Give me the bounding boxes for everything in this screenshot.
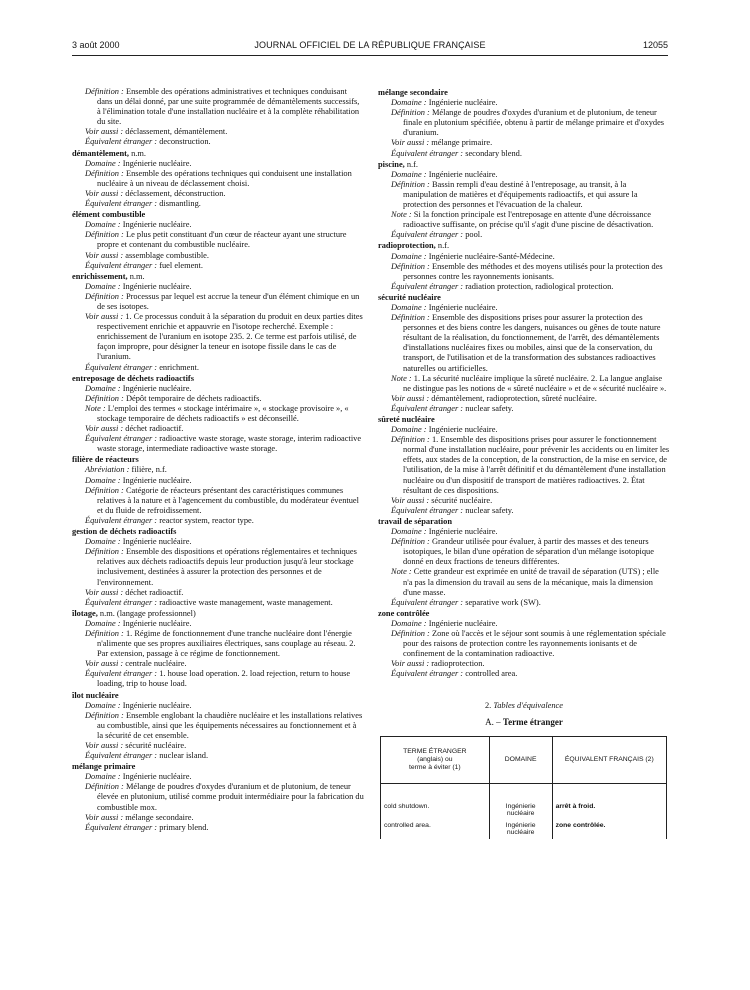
field-text: Zone où l'accès et le séjour sont soumis à une réglementation spéciale pour des raisons de protection contre les rayonnements ionisants et de confinement de la contamination radioactive. bbox=[403, 628, 666, 659]
right-column-entries bbox=[378, 88, 670, 679]
term-word: mélange primaire bbox=[72, 762, 136, 772]
field-text: Mélange de poudres d'oxydes d'uranium et de plutonium, de teneur finale en plutonium spécifiée, obtenu à partir de mélange primaire et d'oxydes d'uranium. bbox=[403, 108, 665, 138]
field-label: Domaine : bbox=[391, 527, 427, 537]
field-voir-aussi bbox=[72, 741, 364, 751]
field-voir-aussi bbox=[378, 394, 670, 404]
field-label: Voir aussi : bbox=[85, 659, 124, 669]
entry-term bbox=[378, 241, 670, 251]
field-equivalent-etranger bbox=[378, 149, 670, 159]
field-text: Le plus petit constituant d'un cœur de réacteur ayant une structure propre et contenant du combustible nucléaire. bbox=[97, 230, 347, 250]
field-note bbox=[378, 374, 670, 394]
field-label: Définition : bbox=[391, 261, 430, 271]
field-label: Équivalent étranger : bbox=[85, 751, 158, 761]
dictionary-entry bbox=[72, 374, 364, 455]
field-text: controlled area. bbox=[465, 669, 518, 679]
dictionary-entry bbox=[72, 87, 364, 148]
field-equivalent-etranger bbox=[72, 137, 364, 147]
field-definition bbox=[72, 230, 364, 250]
term-word: entreposage de déchets radioactifs bbox=[72, 373, 194, 383]
field-text: centrale nucléaire. bbox=[125, 659, 187, 669]
field-text: Ingénierie nucléaire. bbox=[122, 383, 192, 393]
field-domaine bbox=[378, 425, 670, 435]
table-header-row bbox=[381, 736, 667, 783]
field-definition bbox=[378, 313, 670, 374]
subheading-prefix: A. – bbox=[485, 716, 501, 727]
field-label: Domaine : bbox=[391, 251, 427, 261]
field-equivalent-etranger bbox=[378, 669, 670, 679]
field-label: Voir aussi : bbox=[85, 424, 124, 434]
field-label: Équivalent étranger : bbox=[391, 669, 464, 679]
field-text: Catégorie de réacteurs présentant des caractéristiques communes relatives à la nature et à l'agencement du combustible, du modérateur éventuel et du fluide de refroidissement. bbox=[97, 485, 359, 515]
field-text: L'emploi des termes « stockage intérimaire », « stockage provisoire », « stockage temporaire de déchets radioactifs » est déconseillé. bbox=[97, 403, 349, 423]
field-note bbox=[378, 567, 670, 597]
field-label: Domaine : bbox=[85, 618, 121, 628]
term-part-of-speech: n.m. (langage professionnel) bbox=[99, 608, 196, 618]
field-label: Domaine : bbox=[85, 158, 121, 168]
field-text: Grandeur utilisée pour évaluer, à partir des masses et des teneurs isotopiques, le bilan d'une opération de séparation d'un mélange isotopique donné en deux fractions de teneurs différentes. bbox=[403, 537, 654, 567]
field-text: mélange primaire. bbox=[431, 138, 493, 148]
field-label: Équivalent étranger : bbox=[85, 260, 158, 270]
field-text: Ensemble des dispositions prises pour assurer la protection des personnes et des biens contre les dangers, nuisances ou gênes de toute nature résultant de la réalisation, du fonctionnement, de l'arrêt, des démantèlements d'installations nucléaires fixes ou mobiles, ainsi que de la conservation, du transport, de l'utilisation et de la transformation des substances radioactives naturelles ou artificielles. bbox=[403, 313, 661, 373]
field-label: Définition : bbox=[85, 230, 124, 240]
field-equivalent-etranger bbox=[72, 669, 364, 689]
field-equivalent-etranger bbox=[72, 199, 364, 209]
field-text: Ingénierie nucléaire. bbox=[122, 158, 192, 168]
field-text: déchet radioactif. bbox=[125, 587, 184, 597]
table-subheading bbox=[378, 717, 670, 727]
field-label: Équivalent étranger : bbox=[85, 137, 158, 147]
tables-heading-text: Tables d'équivalence bbox=[493, 701, 563, 711]
col-foreign-term-header bbox=[381, 736, 490, 783]
field-label: Équivalent étranger : bbox=[391, 403, 464, 413]
subheading-text: Terme étranger bbox=[502, 716, 563, 727]
field-label: Domaine : bbox=[85, 475, 121, 485]
field-label: Abréviation : bbox=[85, 465, 130, 475]
field-equivalent-etranger bbox=[72, 261, 364, 271]
field-label: Voir aussi : bbox=[391, 393, 430, 403]
field-domaine bbox=[72, 701, 364, 711]
field-text: secondary blend. bbox=[465, 148, 522, 158]
header-line: terme à éviter (1) bbox=[408, 763, 461, 771]
field-definition bbox=[72, 394, 364, 404]
field-text: Dépôt temporaire de déchets radioactifs. bbox=[125, 393, 262, 403]
field-domaine bbox=[72, 282, 364, 292]
field-definition bbox=[72, 629, 364, 659]
field-text: déchet radioactif. bbox=[125, 424, 184, 434]
field-text: radioactive waste storage, waste storage, interim radioactive waste storage, intermediate radioactive waste storage. bbox=[97, 434, 362, 454]
field-equivalent-etranger bbox=[378, 506, 670, 516]
entry-term bbox=[72, 455, 364, 465]
dictionary-entry bbox=[378, 517, 670, 608]
field-definition bbox=[378, 108, 670, 138]
entry-term bbox=[378, 293, 670, 303]
field-text: Ensemble des dispositions et opérations réglementaires et techniques relatives aux déchets radioactifs depuis leur production jusqu'à leur stockage inclusivement, destinées à assurer la protection des personnes et de l'environnement. bbox=[97, 547, 357, 587]
entry-term bbox=[72, 527, 364, 537]
page-number: 12055 bbox=[642, 40, 668, 50]
field-text: Ingénierie nucléaire. bbox=[428, 169, 498, 179]
dictionary-entry bbox=[72, 691, 364, 762]
field-label: Équivalent étranger : bbox=[85, 434, 158, 444]
table-row bbox=[381, 820, 667, 839]
field-equivalent-etranger bbox=[378, 282, 670, 292]
field-label: Voir aussi : bbox=[391, 659, 430, 669]
field-label: Domaine : bbox=[85, 281, 121, 291]
field-label: Voir aussi : bbox=[85, 741, 124, 750]
field-text: Ensemble des opérations techniques qui conduisent une installation nucléaire à un niveau de déclassement choisi. bbox=[97, 168, 352, 188]
field-text: Ingénierie nucléaire. bbox=[428, 302, 498, 312]
field-text: separative work (SW). bbox=[465, 597, 541, 607]
field-label: Définition : bbox=[85, 547, 124, 557]
field-text: Ingénierie nucléaire. bbox=[428, 98, 498, 108]
field-text: Processus par lequel est accrue la teneur d'un élément chimique en un de ses isotopes. bbox=[97, 291, 360, 311]
field-voir-aussi bbox=[72, 127, 364, 137]
field-text: Ingénierie nucléaire. bbox=[122, 537, 192, 547]
term-word: enrichissement, bbox=[72, 271, 128, 281]
term-word: filière de réacteurs bbox=[72, 455, 139, 465]
field-domaine bbox=[72, 159, 364, 169]
field-text: Bassin rempli d'eau destiné à l'entreposage, au transit, à la manipulation de matières et d'équipements radioactifs, et qui assure la protection des personnes et l'évacuation de la chaleur. bbox=[403, 179, 638, 210]
field-label: Domaine : bbox=[391, 618, 427, 628]
field-label: Définition : bbox=[85, 168, 124, 178]
field-text: déclassement, démantèlement. bbox=[125, 127, 228, 137]
field-text: 1. Ensemble des dispositions prises pour assurer le fonctionnement normal d'une installation nucléaire, pour prévenir les accidents ou en limiter les effets, aux stades de la conception, de la construction, de la mise en service, de l'utilisation, de la mise à l'arrêt définitif et du démantèlement d'une installation nucléaire ou d'un dispositif de transport de matières radioactives. 2. État résultant de ces dispositions. bbox=[403, 435, 670, 495]
field-equivalent-etranger bbox=[378, 230, 670, 240]
field-voir-aussi bbox=[72, 588, 364, 598]
dictionary-entry bbox=[72, 527, 364, 608]
field-label: Définition : bbox=[85, 393, 124, 403]
cell-foreign-term: controlled area. bbox=[381, 820, 490, 839]
term-word: mélange secondaire bbox=[378, 88, 448, 97]
field-label: Définition : bbox=[391, 435, 430, 445]
dictionary-entry bbox=[72, 272, 364, 373]
field-abreviation bbox=[72, 465, 364, 475]
dictionary-entry bbox=[378, 415, 670, 516]
field-label: Voir aussi : bbox=[391, 495, 430, 505]
field-text: radioactive waste management, waste management. bbox=[159, 597, 333, 607]
field-label: Équivalent étranger : bbox=[391, 148, 464, 158]
field-equivalent-etranger bbox=[378, 598, 670, 608]
field-equivalent-etranger bbox=[378, 404, 670, 414]
field-text: Ingénierie nucléaire. bbox=[122, 618, 192, 628]
field-label: Domaine : bbox=[391, 425, 427, 435]
field-text: sécurité nucléaire. bbox=[125, 741, 187, 750]
field-label: Domaine : bbox=[391, 98, 427, 108]
field-text: fuel element. bbox=[159, 260, 203, 270]
field-label: Voir aussi : bbox=[85, 812, 124, 822]
entry-term bbox=[378, 609, 670, 619]
entry-term bbox=[72, 272, 364, 282]
field-label: Note : bbox=[85, 403, 106, 413]
field-label: Équivalent étranger : bbox=[85, 515, 158, 525]
field-voir-aussi bbox=[378, 496, 670, 506]
field-definition bbox=[72, 782, 364, 812]
field-text: Ingénierie nucléaire. bbox=[122, 281, 192, 291]
field-text: 1. house load operation. 2. load rejection, return to house loading, trip to house load. bbox=[97, 669, 351, 689]
field-equivalent-etranger bbox=[72, 823, 364, 833]
field-equivalent-etranger bbox=[72, 598, 364, 608]
term-word: élément combustible bbox=[72, 210, 146, 220]
field-voir-aussi bbox=[378, 138, 670, 148]
col-domain-header: DOMAINE bbox=[489, 736, 552, 783]
entry-term bbox=[378, 160, 670, 170]
field-equivalent-etranger bbox=[72, 434, 364, 454]
field-text: reactor system, reactor type. bbox=[159, 515, 254, 525]
field-text: mélange secondaire. bbox=[125, 812, 194, 822]
field-domaine bbox=[72, 384, 364, 394]
term-word: sécurité nucléaire bbox=[378, 292, 441, 302]
right-column bbox=[378, 87, 670, 839]
field-label: Voir aussi : bbox=[391, 138, 430, 148]
field-text: Ensemble englobant la chaudière nucléaire et les installations relatives au combustible, ainsi que les équipements nécessaires au fonctionnement et à la sécurité de cet ensemble. bbox=[97, 710, 363, 740]
field-voir-aussi bbox=[378, 659, 670, 669]
term-word: travail de séparation bbox=[378, 516, 452, 526]
field-label: Voir aussi : bbox=[85, 587, 124, 597]
field-text: Si la fonction principale est l'entreposage en attente d'une décroissance radioactive suffisante, on précise qu'il s'agit d'une piscine de désactivation. bbox=[403, 210, 654, 230]
field-domaine bbox=[72, 220, 364, 230]
entry-term bbox=[378, 88, 670, 98]
field-voir-aussi bbox=[72, 424, 364, 434]
field-label: Voir aussi : bbox=[85, 127, 124, 137]
field-label: Définition : bbox=[391, 628, 430, 638]
entry-term bbox=[72, 762, 364, 772]
dictionary-entry bbox=[378, 241, 670, 291]
field-definition bbox=[378, 629, 670, 659]
field-domaine bbox=[378, 252, 670, 262]
cell-french-equivalent: zone contrôlée. bbox=[552, 820, 666, 839]
field-text: pool. bbox=[465, 230, 483, 240]
field-label: Définition : bbox=[391, 179, 430, 189]
field-text: sécurité nucléaire. bbox=[431, 495, 493, 505]
header-rule bbox=[72, 55, 668, 56]
field-text: Ingénierie nucléaire. bbox=[122, 700, 192, 710]
field-label: Voir aussi : bbox=[85, 250, 124, 260]
field-definition bbox=[72, 169, 364, 189]
term-word: îlot nucléaire bbox=[72, 690, 119, 700]
field-label: Domaine : bbox=[85, 772, 121, 782]
field-label: Équivalent étranger : bbox=[85, 822, 158, 832]
entry-term bbox=[72, 149, 364, 159]
field-definition bbox=[72, 547, 364, 587]
entry-term bbox=[378, 517, 670, 527]
tables-heading-number: 2. bbox=[484, 701, 492, 711]
field-label: Note : bbox=[391, 373, 412, 383]
entry-term bbox=[72, 374, 364, 384]
dictionary-entry bbox=[378, 88, 670, 159]
dictionary-entry bbox=[72, 149, 364, 210]
field-equivalent-etranger bbox=[72, 516, 364, 526]
field-text: Mélange de poudres d'oxydes d'uranium et de plutonium, de teneur élevée en plutonium, utilisé comme produit intermédiaire pour la fabrication du combustible mox. bbox=[97, 782, 364, 812]
field-definition bbox=[378, 262, 670, 282]
dictionary-entry bbox=[72, 210, 364, 271]
field-text: 1. Ce processus conduit à la séparation du produit en deux parties dites respectivement enrichie et appauvrie en l'isotope recherché. Exemple : enrichissement de l'uranium en isotope 235. 2. Ce terme est parfois utilisé, de façon impropre, pour désigner la teneur en isotope fissile dans le cas de l'uranium. bbox=[97, 312, 363, 362]
field-definition bbox=[378, 435, 670, 496]
tables-heading bbox=[378, 701, 670, 711]
field-voir-aussi bbox=[72, 659, 364, 669]
dictionary-entry bbox=[72, 455, 364, 526]
field-label: Domaine : bbox=[85, 700, 121, 710]
field-label: Équivalent étranger : bbox=[85, 362, 158, 372]
field-definition bbox=[72, 87, 364, 127]
dictionary-entry bbox=[378, 609, 670, 680]
field-voir-aussi bbox=[72, 312, 364, 362]
cell-domain: Ingénierie nucléaire bbox=[489, 820, 552, 839]
field-text: Ingénierie nucléaire. bbox=[122, 772, 192, 782]
field-text: Cette grandeur est exprimée en unité de travail de séparation (UTS) ; elle n'a pas la dimension du travail au sens de la mécanique, mais la dimension d'une masse. bbox=[403, 567, 659, 597]
term-part-of-speech: n.f. bbox=[406, 159, 419, 169]
field-label: Définition : bbox=[391, 537, 430, 547]
term-word: radioprotection, bbox=[378, 241, 436, 251]
field-text: nuclear island. bbox=[159, 751, 209, 761]
field-label: Définition : bbox=[85, 291, 124, 301]
field-label: Équivalent étranger : bbox=[85, 597, 158, 607]
field-domaine bbox=[72, 619, 364, 629]
field-domaine bbox=[378, 527, 670, 537]
field-text: primary blend. bbox=[159, 822, 209, 832]
field-text: Ensemble des méthodes et des moyens utilisés pour la protection des personnes contre les rayonnements ionisants. bbox=[403, 261, 663, 281]
field-label: Équivalent étranger : bbox=[391, 230, 464, 240]
field-text: Ensemble des opérations administratives et techniques conduisant dans un délai donné, par une suite programmée de démantèlements successifs, à l'élimination totale d'une installation nucléaire et à la complète réhabilitation du site. bbox=[97, 87, 360, 127]
field-voir-aussi bbox=[72, 189, 364, 199]
field-text: Ingénierie nucléaire. bbox=[122, 220, 192, 230]
field-definition bbox=[378, 537, 670, 567]
field-label: Définition : bbox=[391, 108, 430, 118]
header-line: TERME ÉTRANGER bbox=[403, 747, 467, 755]
field-text: filière, n.f. bbox=[131, 465, 167, 475]
field-label: Domaine : bbox=[85, 220, 121, 230]
left-column bbox=[72, 87, 364, 833]
field-domaine bbox=[378, 303, 670, 313]
field-text: nuclear safety. bbox=[465, 403, 514, 413]
field-domaine bbox=[378, 98, 670, 108]
field-text: démantèlement, radioprotection, sûreté nucléaire. bbox=[431, 393, 597, 403]
field-text: dismantling. bbox=[159, 199, 201, 209]
equivalence-table bbox=[380, 736, 667, 839]
term-part-of-speech: n.m. bbox=[131, 148, 146, 158]
field-text: déclassement, déconstruction. bbox=[125, 188, 226, 198]
term-word: sûreté nucléaire bbox=[378, 415, 435, 424]
term-word: zone contrôlée bbox=[378, 608, 430, 618]
field-label: Domaine : bbox=[85, 383, 121, 393]
field-label: Définition : bbox=[85, 87, 124, 96]
field-label: Voir aussi : bbox=[85, 312, 124, 322]
entry-term bbox=[72, 210, 364, 220]
field-text: Ingénierie nucléaire. bbox=[122, 475, 192, 485]
field-text: Ingénierie nucléaire-Santé-Médecine. bbox=[428, 251, 555, 261]
field-label: Note : bbox=[391, 567, 412, 577]
field-label: Équivalent étranger : bbox=[85, 199, 158, 209]
dictionary-entry bbox=[378, 160, 670, 241]
field-definition bbox=[72, 711, 364, 741]
entry-term bbox=[72, 609, 364, 619]
dictionary-entry bbox=[378, 293, 670, 414]
field-text: assemblage combustible. bbox=[125, 250, 209, 260]
field-label: Définition : bbox=[85, 485, 124, 495]
header-line: (anglais) ou bbox=[417, 755, 453, 763]
field-text: radiation protection, radiological protection. bbox=[465, 281, 614, 291]
field-text: 1. Régime de fonctionnement d'une tranche nucléaire dont l'énergie n'alimente que ses propres auxiliaires électriques, sans couplage au réseau. 2. Par extension, passage à ce régime de fonctionnement. bbox=[97, 628, 356, 659]
field-definition bbox=[72, 292, 364, 312]
field-label: Domaine : bbox=[391, 302, 427, 312]
term-word: îlotage, bbox=[72, 608, 98, 618]
field-text: Ingénierie nucléaire. bbox=[428, 527, 498, 537]
table-row bbox=[381, 783, 667, 820]
term-word: gestion de déchets radioactifs bbox=[72, 527, 177, 537]
field-label: Équivalent étranger : bbox=[391, 505, 464, 515]
entry-term bbox=[378, 415, 670, 425]
field-label: Domaine : bbox=[85, 537, 121, 547]
page-header bbox=[72, 40, 668, 54]
field-text: deconstruction. bbox=[159, 137, 211, 147]
field-text: enrichment. bbox=[159, 362, 199, 372]
term-part-of-speech: n.f. bbox=[437, 241, 450, 251]
field-label: Définition : bbox=[391, 313, 430, 323]
field-voir-aussi bbox=[72, 251, 364, 261]
col-french-equivalent-header: ÉQUIVALENT FRANÇAIS (2) bbox=[552, 736, 666, 783]
field-note bbox=[72, 404, 364, 424]
field-text: 1. La sécurité nucléaire implique la sûreté nucléaire. 2. La langue anglaise ne distingue pas les notions de « sûreté nucléaire » et de « sécurité nucléaire ». bbox=[403, 373, 667, 393]
field-note bbox=[378, 210, 670, 230]
field-text: Ingénierie nucléaire. bbox=[428, 618, 498, 628]
field-label: Équivalent étranger : bbox=[391, 281, 464, 291]
cell-foreign-term: cold shutdown. bbox=[381, 783, 490, 820]
field-label: Définition : bbox=[85, 710, 124, 720]
issue-date: 3 août 2000 bbox=[72, 40, 120, 50]
journal-title: JOURNAL OFFICIEL DE LA RÉPUBLIQUE FRANÇAISE bbox=[254, 40, 486, 50]
term-word: piscine, bbox=[378, 159, 405, 169]
term-word: démantèlement, bbox=[72, 148, 129, 158]
field-domaine bbox=[72, 476, 364, 486]
cell-domain: Ingénierie nucléaire bbox=[489, 783, 552, 820]
field-equivalent-etranger bbox=[72, 751, 364, 761]
field-text: Ingénierie nucléaire. bbox=[428, 425, 498, 435]
field-label: Domaine : bbox=[391, 169, 427, 179]
entry-term bbox=[72, 691, 364, 701]
field-text: radioprotection. bbox=[431, 659, 485, 669]
field-domaine bbox=[378, 619, 670, 629]
dictionary-entry bbox=[72, 609, 364, 690]
field-label: Équivalent étranger : bbox=[391, 597, 464, 607]
cell-french-equivalent: arrêt à froid. bbox=[552, 783, 666, 820]
term-part-of-speech: n.m. bbox=[129, 271, 145, 281]
field-label: Voir aussi : bbox=[85, 188, 124, 198]
field-label: Définition : bbox=[85, 628, 124, 638]
field-label: Note : bbox=[391, 210, 412, 220]
field-domaine bbox=[72, 537, 364, 547]
field-definition bbox=[72, 486, 364, 516]
field-text: nuclear safety. bbox=[465, 505, 514, 515]
field-domaine bbox=[72, 772, 364, 782]
field-voir-aussi bbox=[72, 813, 364, 823]
field-definition bbox=[378, 180, 670, 210]
field-label: Équivalent étranger : bbox=[85, 669, 158, 679]
field-label: Définition : bbox=[85, 782, 124, 792]
dictionary-entry bbox=[72, 762, 364, 833]
field-equivalent-etranger bbox=[72, 363, 364, 373]
field-domaine bbox=[378, 170, 670, 180]
